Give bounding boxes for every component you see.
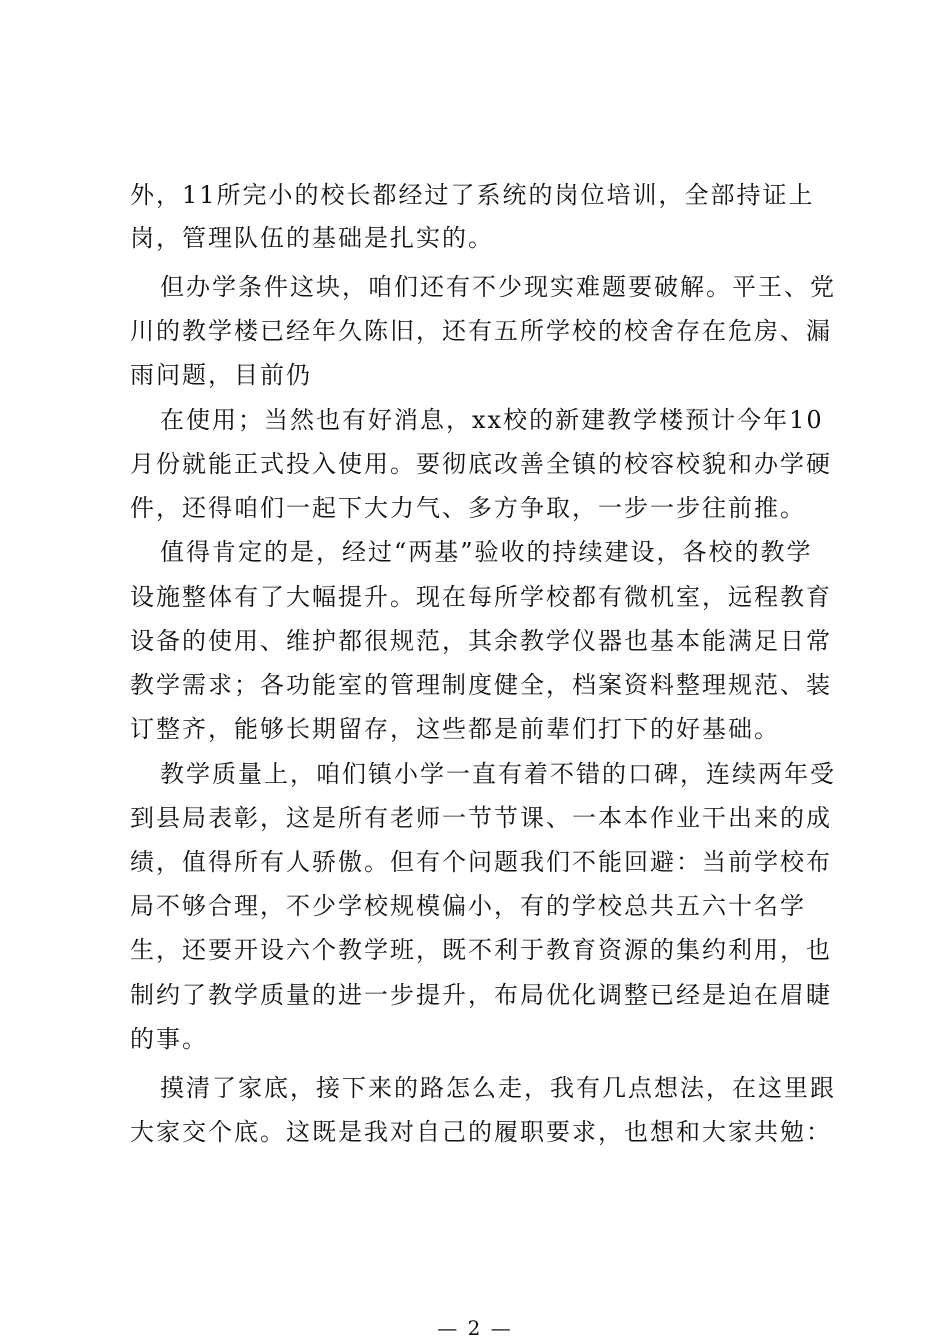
text-line: 制约了教学质量的进一步提升，布局优化调整已经是迫在眉睫: [130, 981, 832, 1009]
paragraph-start-line: 在使用；当然也有好消息，xx校的新建教学楼预计今年10: [160, 406, 824, 434]
text-line: 外，11所完小的校长都经过了系统的岗位培训，全部持证上: [130, 181, 815, 209]
text-line: 局不够合理，不少学校规模偏小，有的学校总共五六十名学: [130, 892, 806, 920]
paragraph-start-line: 摸清了家底，接下来的路怎么走，我有几点想法，在这里跟: [160, 1074, 836, 1102]
text-line: 川的教学楼已经年久陈旧，还有五所学校的校舍存在危房、漏: [130, 317, 832, 345]
text-line: 生，还要开设六个教学班，既不利于教育资源的集约利用，也: [130, 936, 832, 964]
text-line: 设施整体有了大幅提升。现在每所学校都有微机室，远程教育: [130, 583, 832, 611]
text-line: 绩，值得所有人骄傲。但有个问题我们不能回避：当前学校布: [130, 848, 832, 876]
text-line: 设备的使用、维护都很规范，其余教学仪器也基本能满足日常: [130, 627, 832, 655]
text-line: 到县局表彰，这是所有老师一节节课、一本本作业干出来的成: [130, 804, 832, 832]
paragraph-start-line: 但办学条件这块，咱们还有不少现实难题要破解。平王、党: [160, 273, 836, 301]
page-number: — 2 —: [437, 1316, 513, 1340]
text-line: 的事。: [130, 1025, 208, 1053]
text-line: 件，还得咱们一起下大力气、多方争取，一步一步往前推。: [130, 494, 806, 522]
text-line: 订整齐，能够长期留存，这些都是前辈们打下的好基础。: [130, 715, 780, 743]
text-line: 岗，管理队伍的基础是扎实的。: [130, 224, 494, 252]
text-line: 雨问题，目前仍: [130, 361, 312, 389]
text-line: 大家交个底。这既是我对自己的履职要求，也想和大家共勉：: [130, 1118, 832, 1146]
text-line: 教学需求；各功能室的管理制度健全，档案资料整理规范、装: [130, 671, 832, 699]
text-line: 月份就能正式投入使用。要彻底改善全镇的校容校貌和办学硬: [130, 450, 832, 478]
paragraph-start-line: 教学质量上，咱们镇小学一直有着不错的口碑，连续两年受: [160, 760, 836, 788]
paragraph-start-line: 值得肯定的是，经过“两基”验收的持续建设，各校的教学: [160, 538, 813, 566]
